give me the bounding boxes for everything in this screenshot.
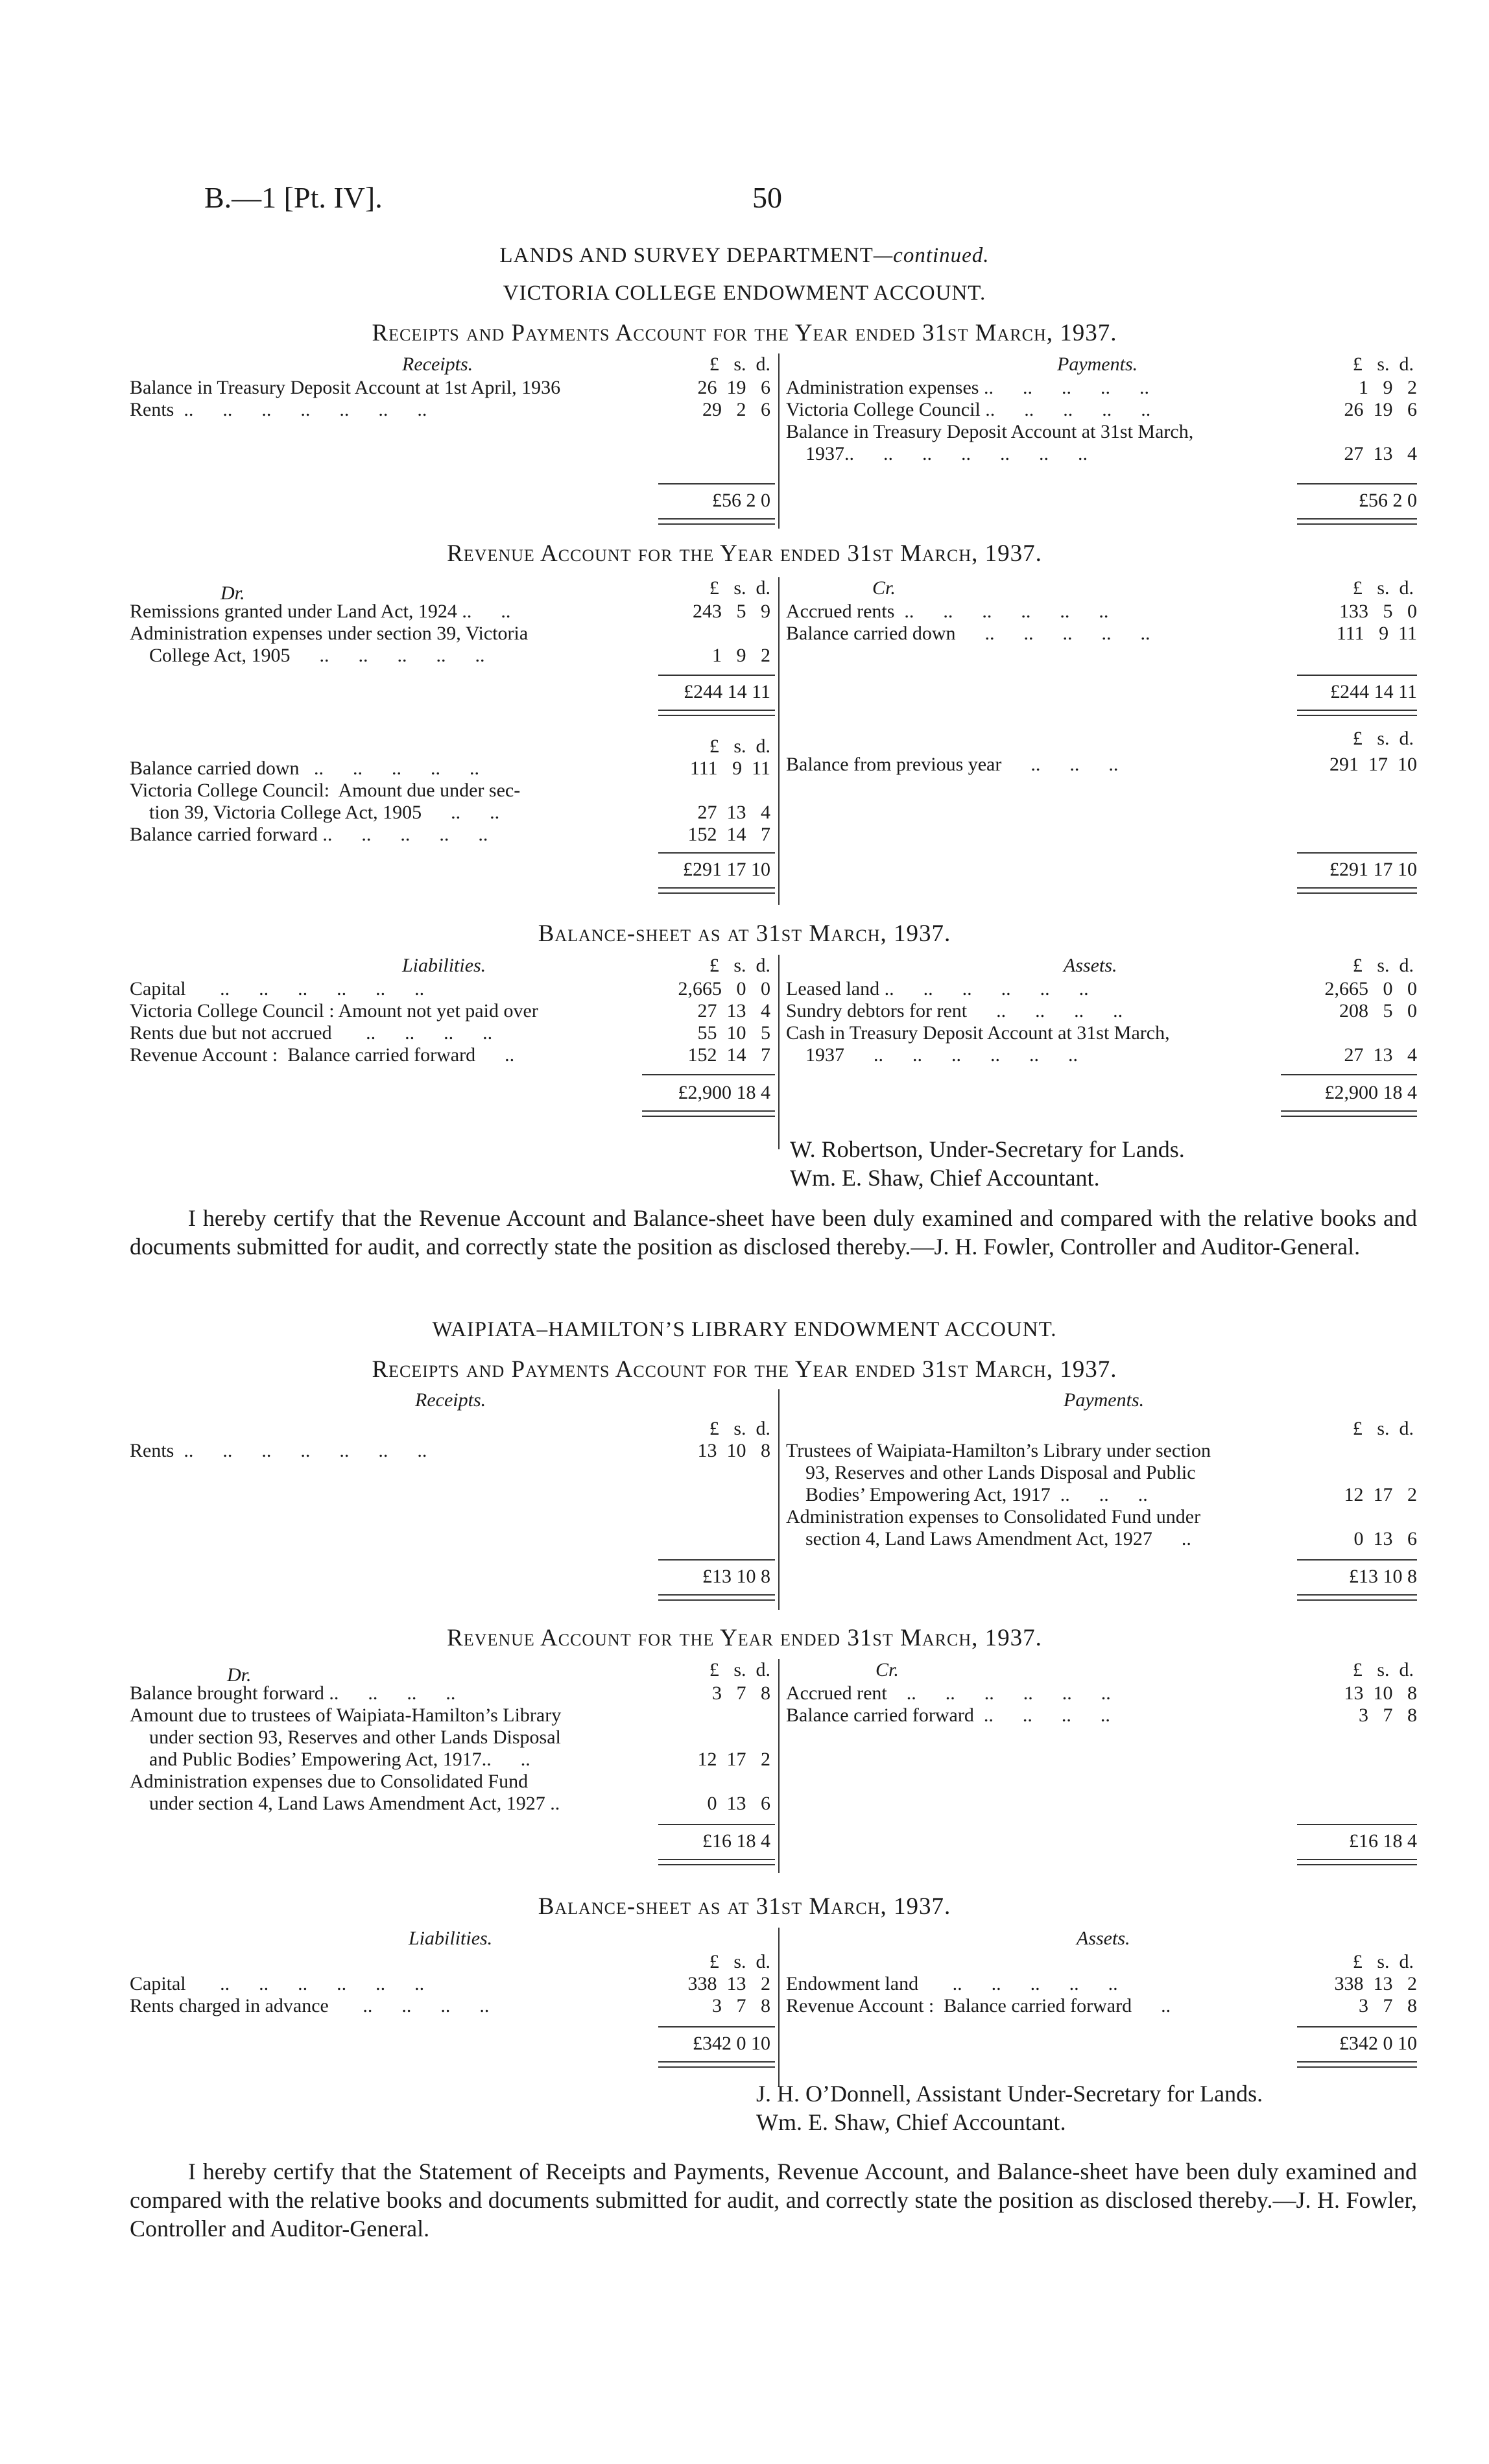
row-amount: 27 13 4 — [1344, 1044, 1417, 1066]
row-label: Capital .. .. .. .. .. .. — [130, 1973, 425, 1994]
row-label: Rents due but not accrued .. .. .. .. — [130, 1022, 493, 1044]
lsd-header: £ s. d. — [709, 353, 770, 375]
total-right: £16 18 4 — [1349, 1830, 1417, 1852]
total-rule — [1297, 2026, 1417, 2027]
double-rule — [658, 518, 775, 525]
row-label: College Act, 1905 .. .. .. .. .. — [130, 645, 485, 666]
row-label: Balance carried forward .. .. .. .. — [786, 1704, 1110, 1726]
table-row — [786, 399, 1417, 421]
waipiata-account-title: WAIPIATA–HAMILTON’S LIBRARY ENDOWMENT ACCOUNT. — [432, 1318, 1057, 1341]
cr-header: Cr. — [872, 577, 896, 599]
row-amount: 2,665 0 0 — [678, 978, 770, 999]
row-label: Victoria College Council .. .. .. .. .. — [786, 399, 1151, 420]
row-label: Balance brought forward .. .. .. .. — [130, 1682, 456, 1704]
waipiata-balance-sheet — [130, 1928, 1417, 2087]
row-amount: 208 5 0 — [1339, 1000, 1417, 1022]
signature-chief-accountant: Wm. E. Shaw, Chief Accountant. — [756, 2109, 1066, 2135]
row-label: under section 4, Land Laws Amendment Act, 1927 .. — [130, 1793, 560, 1814]
row-label: Balance carried down .. .. .. .. .. — [786, 623, 1150, 644]
waipiata-revenue-account — [130, 1659, 1417, 1873]
column-divider — [778, 577, 780, 905]
table-row — [786, 421, 1417, 443]
payments-header: Payments. — [1064, 1389, 1145, 1411]
row-label: Accrued rent .. .. .. .. .. .. — [786, 1682, 1111, 1704]
lsd-header: £ s. d. — [709, 955, 770, 976]
row-label: tion 39, Victoria College Act, 1905 .. .. — [130, 802, 500, 823]
total-rule — [642, 1074, 775, 1075]
total-left: £342 0 10 — [693, 2033, 770, 2054]
assets-header: Assets. — [1064, 955, 1117, 976]
double-rule — [1297, 518, 1417, 525]
lsd-header: £ s. d. — [1352, 1951, 1414, 1972]
victoria-balance-sheet — [130, 955, 1417, 1149]
table-row — [786, 443, 1417, 465]
total-rule — [1281, 1074, 1417, 1075]
total-rule — [1297, 483, 1417, 484]
lsd-header: £ s. d. — [709, 1418, 770, 1439]
row-label: Revenue Account : Balance carried forward .. — [130, 1044, 515, 1066]
waipiata-receipts-payments — [130, 1389, 1417, 1610]
column-divider — [778, 353, 780, 529]
row-amount: 1 9 2 — [712, 645, 770, 666]
row-amount: 3 7 8 — [712, 1995, 770, 2016]
total-rule — [658, 1824, 775, 1825]
double-rule — [658, 1594, 775, 1601]
lsd-header: £ s. d. — [1352, 1418, 1414, 1439]
receipts-header: Receipts. — [402, 353, 473, 375]
row-label: under section 93, Reserves and other Lands Disposal — [130, 1727, 561, 1748]
row-label: Victoria College Council: Amount due under sec- — [130, 780, 521, 801]
total-rule — [658, 2026, 775, 2027]
signature-chief-accountant: Wm. E. Shaw, Chief Accountant. — [790, 1165, 1100, 1191]
row-amount: 26 19 6 — [1344, 399, 1417, 420]
double-rule — [1297, 887, 1417, 894]
row-amount: 27 13 4 — [697, 1000, 770, 1022]
total-left: £244 14 11 — [684, 681, 770, 702]
row-label: Administration expenses to Consolidated Fund under — [786, 1506, 1201, 1527]
row-label: Rents charged in advance .. .. .. .. — [130, 1995, 490, 2016]
lsd-header: £ s. d. — [709, 1659, 770, 1681]
victoria-revenue-title: Revenue Account for the Year ended 31st March, 1937. — [447, 540, 1042, 567]
total-rule — [1297, 1559, 1417, 1561]
row-amount: 27 13 4 — [1344, 443, 1417, 464]
total-right: £342 0 10 — [1339, 2033, 1417, 2054]
lsd-header: £ s. d. — [709, 1951, 770, 1972]
victoria-account-title: VICTORIA COLLEGE ENDOWMENT ACCOUNT. — [503, 281, 986, 305]
row-label: Leased land .. .. .. .. .. .. — [786, 978, 1089, 999]
total-right: £2,900 18 4 — [1324, 1082, 1417, 1103]
row-amount: 133 5 0 — [1339, 601, 1417, 622]
row-label: Sundry debtors for rent .. .. .. .. — [786, 1000, 1123, 1022]
row-label: Balance in Treasury Deposit Account at 31st March, — [786, 421, 1194, 442]
total-left: £16 18 4 — [702, 1830, 770, 1852]
waipiata-balance-sheet-title: Balance-sheet as at 31st March, 1937. — [538, 1893, 951, 1920]
row-label: Endowment land .. .. .. .. .. — [786, 1973, 1118, 1994]
receipts-header: Receipts. — [415, 1389, 486, 1411]
total-rule — [658, 1559, 775, 1561]
row-label: Trustees of Waipiata-Hamilton’s Library under section — [786, 1440, 1211, 1461]
row-label: Cash in Treasury Deposit Account at 31st March, — [786, 1022, 1170, 1044]
row-amount: 12 17 2 — [697, 1749, 770, 1770]
victoria-receipts-payments — [130, 353, 1417, 529]
row-amount: 338 13 2 — [1334, 1973, 1417, 1994]
victoria-balance-sheet-title: Balance-sheet as at 31st March, 1937. — [538, 920, 951, 947]
waipiata-rp-title: Receipts and Payments Account for the Year ended 31st March, 1937. — [372, 1356, 1117, 1383]
column-divider — [778, 1389, 780, 1610]
double-rule — [658, 710, 775, 716]
row-amount: 26 19 6 — [697, 377, 770, 398]
row-amount: 111 9 11 — [1336, 623, 1417, 644]
row-amount: 243 5 9 — [693, 601, 770, 622]
row-amount: 29 2 6 — [702, 399, 770, 420]
row-label: and Public Bodies’ Empowering Act, 1917.. .. — [130, 1749, 530, 1770]
payments-header: Payments. — [1057, 353, 1138, 375]
total-rule — [1297, 675, 1417, 676]
lsd-header: £ s. d. — [1352, 955, 1414, 976]
victoria-audit-certificate: I hereby certify that the Revenue Account and Balance-sheet have been duly examined and compared with the relative books and documents submitted for audit, and correctly state the position as disclosed thereby.—J. H. Fowler, Controller and Auditor-General. — [130, 1205, 1417, 1260]
total-left: £2,900 18 4 — [678, 1082, 770, 1103]
row-amount: 111 9 11 — [689, 758, 770, 779]
total-right: £13 10 8 — [1349, 1566, 1417, 1587]
total-left: £13 10 8 — [702, 1566, 770, 1587]
page-reference: B.—1 [Pt. IV]. — [204, 181, 383, 214]
row-label: section 4, Land Laws Amendment Act, 1927 .. — [786, 1528, 1191, 1549]
total-rule — [1297, 852, 1417, 854]
lsd-header: £ s. d. — [1352, 728, 1414, 749]
row-label: Accrued rents .. .. .. .. .. .. — [786, 601, 1109, 622]
double-rule — [1297, 1859, 1417, 1865]
liabilities-header: Liabilities. — [402, 955, 486, 976]
table-row — [786, 377, 1417, 399]
double-rule — [658, 2061, 775, 2068]
row-amount: 27 13 4 — [697, 802, 770, 823]
row-label: Rents .. .. .. .. .. .. .. — [130, 399, 427, 420]
row-label: Remissions granted under Land Act, 1924 .. .. — [130, 601, 511, 622]
assets-header: Assets. — [1077, 1928, 1130, 1949]
double-rule — [658, 1859, 775, 1865]
total-left: £291 17 10 — [683, 859, 770, 880]
column-divider — [778, 1928, 780, 2087]
cr-header: Cr. — [876, 1659, 899, 1681]
double-rule — [642, 1110, 775, 1117]
total-right: £291 17 10 — [1329, 859, 1417, 880]
lsd-header: £ s. d. — [1352, 353, 1414, 375]
row-amount: 12 17 2 — [1344, 1484, 1417, 1505]
table-row — [130, 377, 778, 399]
lsd-header: £ s. d. — [1352, 1659, 1414, 1681]
row-amount: 338 13 2 — [687, 1973, 770, 1994]
row-label: Rents .. .. .. .. .. .. .. — [130, 1440, 427, 1461]
row-label: Administration expenses due to Consolidated Fund — [130, 1771, 529, 1792]
row-amount: 13 10 8 — [1344, 1682, 1417, 1704]
total-rule — [658, 852, 775, 854]
column-divider — [778, 1659, 780, 1873]
total-rule — [658, 483, 775, 484]
total-right: £56 2 0 — [1359, 490, 1417, 511]
row-amount: 3 7 8 — [1359, 1704, 1417, 1726]
dr-header: Dr. — [227, 1664, 252, 1686]
row-label: 1937.. .. .. .. .. .. .. — [786, 443, 1088, 464]
dr-header: Dr. — [220, 582, 245, 604]
row-label: Revenue Account : Balance carried forward .. — [786, 1995, 1171, 2016]
row-label: Balance carried forward .. .. .. .. .. — [130, 824, 488, 845]
lsd-header: £ s. d. — [709, 577, 770, 599]
row-amount: 0 13 6 — [707, 1793, 770, 1814]
double-rule — [1297, 1594, 1417, 1601]
row-amount: 3 7 8 — [1359, 1995, 1417, 2016]
row-label: Administration expenses under section 39, Victoria — [130, 623, 529, 644]
row-label: Balance in Treasury Deposit Account at 1st April, 1936 — [130, 377, 561, 398]
double-rule — [1281, 1110, 1417, 1117]
double-rule — [1297, 2061, 1417, 2068]
signature-assistant-under-secretary: J. H. O’Donnell, Assistant Under-Secretary for Lands. — [756, 2081, 1263, 2107]
row-label: Administration expenses .. .. .. .. .. — [786, 377, 1149, 398]
row-label: 1937 .. .. .. .. .. .. — [786, 1044, 1078, 1066]
liabilities-header: Liabilities. — [409, 1928, 493, 1949]
victoria-revenue-account — [130, 577, 1417, 905]
waipiata-revenue-title: Revenue Account for the Year ended 31st March, 1937. — [447, 1625, 1042, 1651]
row-label: Bodies’ Empowering Act, 1917 .. .. .. — [786, 1484, 1148, 1505]
department-title — [0, 244, 1489, 268]
row-amount: 152 14 7 — [687, 824, 770, 845]
department-name: LANDS AND SURVEY DEPARTMENT — [499, 244, 874, 267]
row-label: 93, Reserves and other Lands Disposal and Public — [786, 1462, 1196, 1483]
lsd-header: £ s. d. — [1352, 577, 1414, 599]
double-rule — [658, 887, 775, 894]
row-label: Amount due to trustees of Waipiata-Hamilton’s Library — [130, 1704, 562, 1726]
total-rule — [1297, 1824, 1417, 1825]
row-amount: 55 10 5 — [697, 1022, 770, 1044]
continued-mark: —continued. — [873, 244, 990, 267]
total-right: £244 14 11 — [1330, 681, 1417, 702]
row-label: Balance from previous year .. .. .. — [786, 754, 1119, 775]
row-label: Capital .. .. .. .. .. .. — [130, 978, 425, 999]
row-amount: 13 10 8 — [697, 1440, 770, 1461]
row-amount: 0 13 6 — [1353, 1528, 1417, 1549]
row-label: Balance carried down .. .. .. .. .. — [130, 758, 480, 779]
total-rule — [658, 675, 775, 676]
row-amount: 1 9 2 — [1359, 377, 1417, 398]
column-divider — [778, 955, 780, 1149]
victoria-rp-title: Receipts and Payments Account for the Year ended 31st March, 1937. — [372, 320, 1117, 346]
waipiata-audit-certificate: I hereby certify that the Statement of Receipts and Payments, Revenue Account, and Balance-sheet have been duly examined and compared with the relative books and documents submitted for audit, and correctly state the position as disclosed thereby.—J. H. Fowler, Controller and Auditor-General. — [130, 2159, 1417, 2242]
lsd-header: £ s. d. — [709, 736, 770, 757]
signature-under-secretary: W. Robertson, Under-Secretary for Lands. — [790, 1136, 1185, 1162]
page-number: 50 — [752, 181, 782, 214]
row-label: Victoria College Council : Amount not yet paid over — [130, 1000, 538, 1022]
row-amount: 291 17 10 — [1329, 754, 1417, 775]
row-amount: 2,665 0 0 — [1324, 978, 1417, 999]
row-amount: 3 7 8 — [712, 1682, 770, 1704]
table-row — [130, 399, 778, 421]
row-amount: 152 14 7 — [687, 1044, 770, 1066]
double-rule — [1297, 710, 1417, 716]
total-left: £56 2 0 — [712, 490, 770, 511]
